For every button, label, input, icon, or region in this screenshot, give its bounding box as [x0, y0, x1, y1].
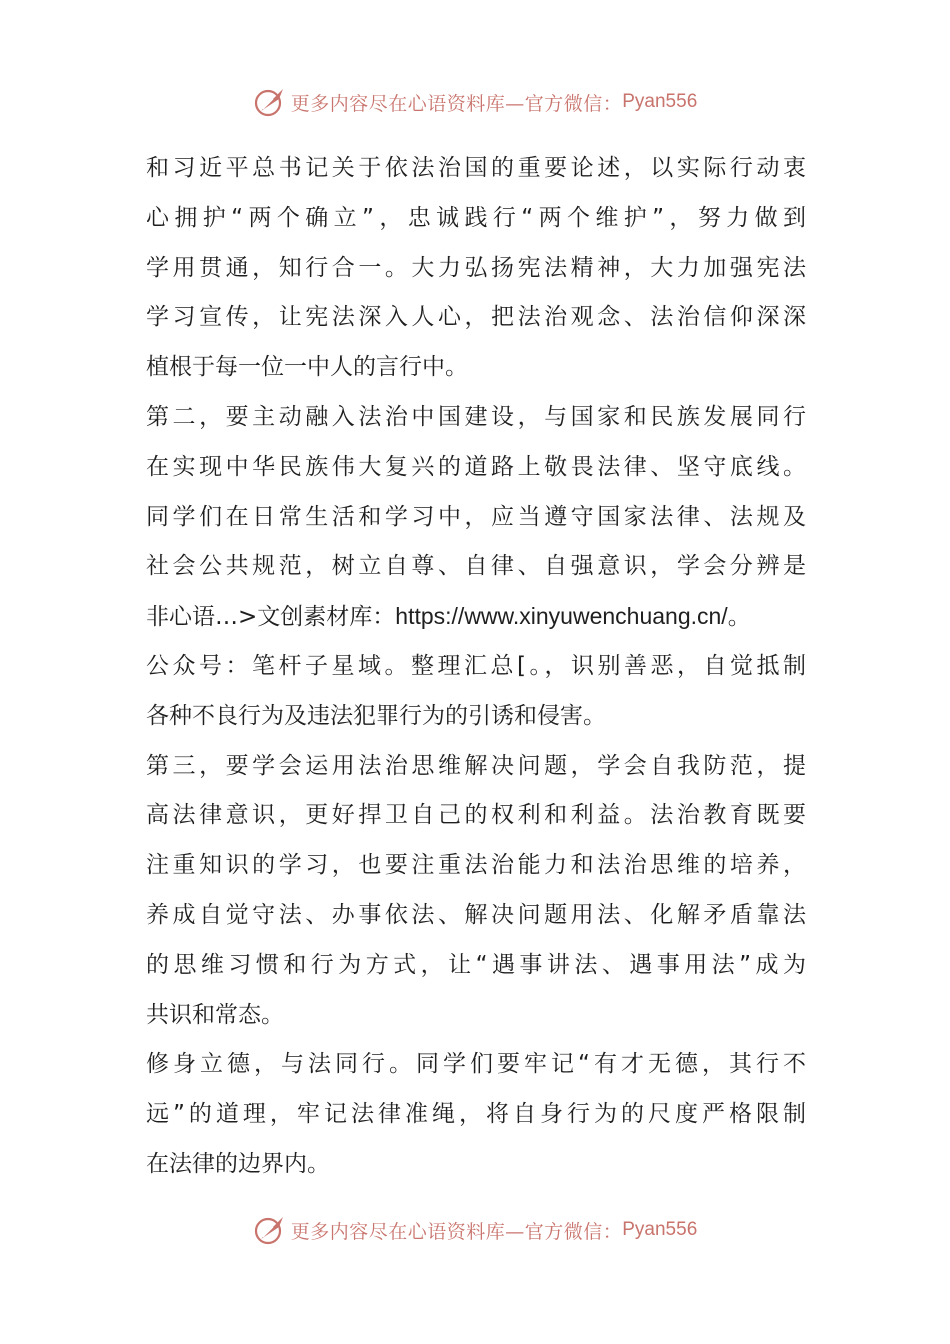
text-line: 学习宣传，让宪法深入人心，把法治观念、法治信仰深深 [146, 304, 806, 331]
text-line: 的思维习惯和行为方式，让“遇事讲法、遇事用法”成为 [146, 951, 806, 978]
text-line: 在实现中华民族伟大复兴的道路上敬畏法律、坚守底线。 [146, 453, 806, 480]
text-line: 心拥护“两个确立”，忠诚践行“两个维护”，努力做到 [146, 204, 806, 231]
text-line: 在法律的边界内。 [146, 1150, 330, 1177]
text-line: 远”的道理，牢记法律准绳，将自身行为的尺度严格限制 [146, 1101, 806, 1128]
header-banner-id: Pyan556 [622, 91, 698, 112]
url-prefix: 非心语…>文创素材库： [146, 604, 396, 631]
text-line: 植根于每一位一中人的言行中。 [146, 354, 468, 381]
text-line: 第三，要学会运用法治思维解决问题，学会自我防范，提 [146, 752, 806, 779]
quill-logo-icon [253, 85, 287, 119]
text-line: 注重知识的学习，也要注重法治能力和法治思维的培养， [146, 852, 806, 879]
text-line: 学用贯通，知行合一。大力弘扬宪法精神，大力加强宪法 [146, 254, 806, 281]
footer-banner-text: 更多内容尽在心语资料库—官方微信： [290, 1220, 623, 1243]
text-line: 和习近平总书记关于依法治国的重要论述，以实际行动衷 [146, 155, 806, 181]
text-line: 同学们在日常生活和学习中，应当遵守国家法律、法规及 [146, 503, 806, 530]
text-line: 高法律意识，更好捍卫自己的权利和利益。法治教育既要 [146, 802, 806, 829]
document-body [146, 144, 806, 1190]
text-line: 修身立德，与法同行。同学们要牢记“有才无德，其行不 [146, 1051, 806, 1078]
header-banner-text: 更多内容尽在心语资料库—官方微信： [290, 92, 623, 115]
url-suffix: 。 [727, 604, 751, 631]
text-line-with-url [146, 592, 806, 642]
text-line: 公众号：笔杆子星域。整理汇总[。，识别善恶，自觉抵制 [146, 652, 806, 679]
footer-banner [0, 1210, 950, 1250]
resource-url-link[interactable]: https://www.xinyuwenchuang.cn/ [395, 603, 728, 630]
text-line: 第二，要主动融入法治中国建设，与国家和民族发展同行 [146, 403, 806, 430]
text-line: 养成自觉守法、办事依法、解决问题用法、化解矛盾靠法 [146, 901, 806, 928]
text-line: 各种不良行为及违法犯罪行为的引诱和侵害。 [146, 702, 606, 729]
footer-banner-id: Pyan556 [622, 1219, 698, 1240]
text-line: 社会公共规范，树立自尊、自律、自强意识，学会分辨是 [146, 553, 806, 580]
text-line: 共识和常态。 [146, 1001, 284, 1028]
header-banner [0, 82, 950, 122]
quill-logo-icon [253, 1213, 287, 1247]
